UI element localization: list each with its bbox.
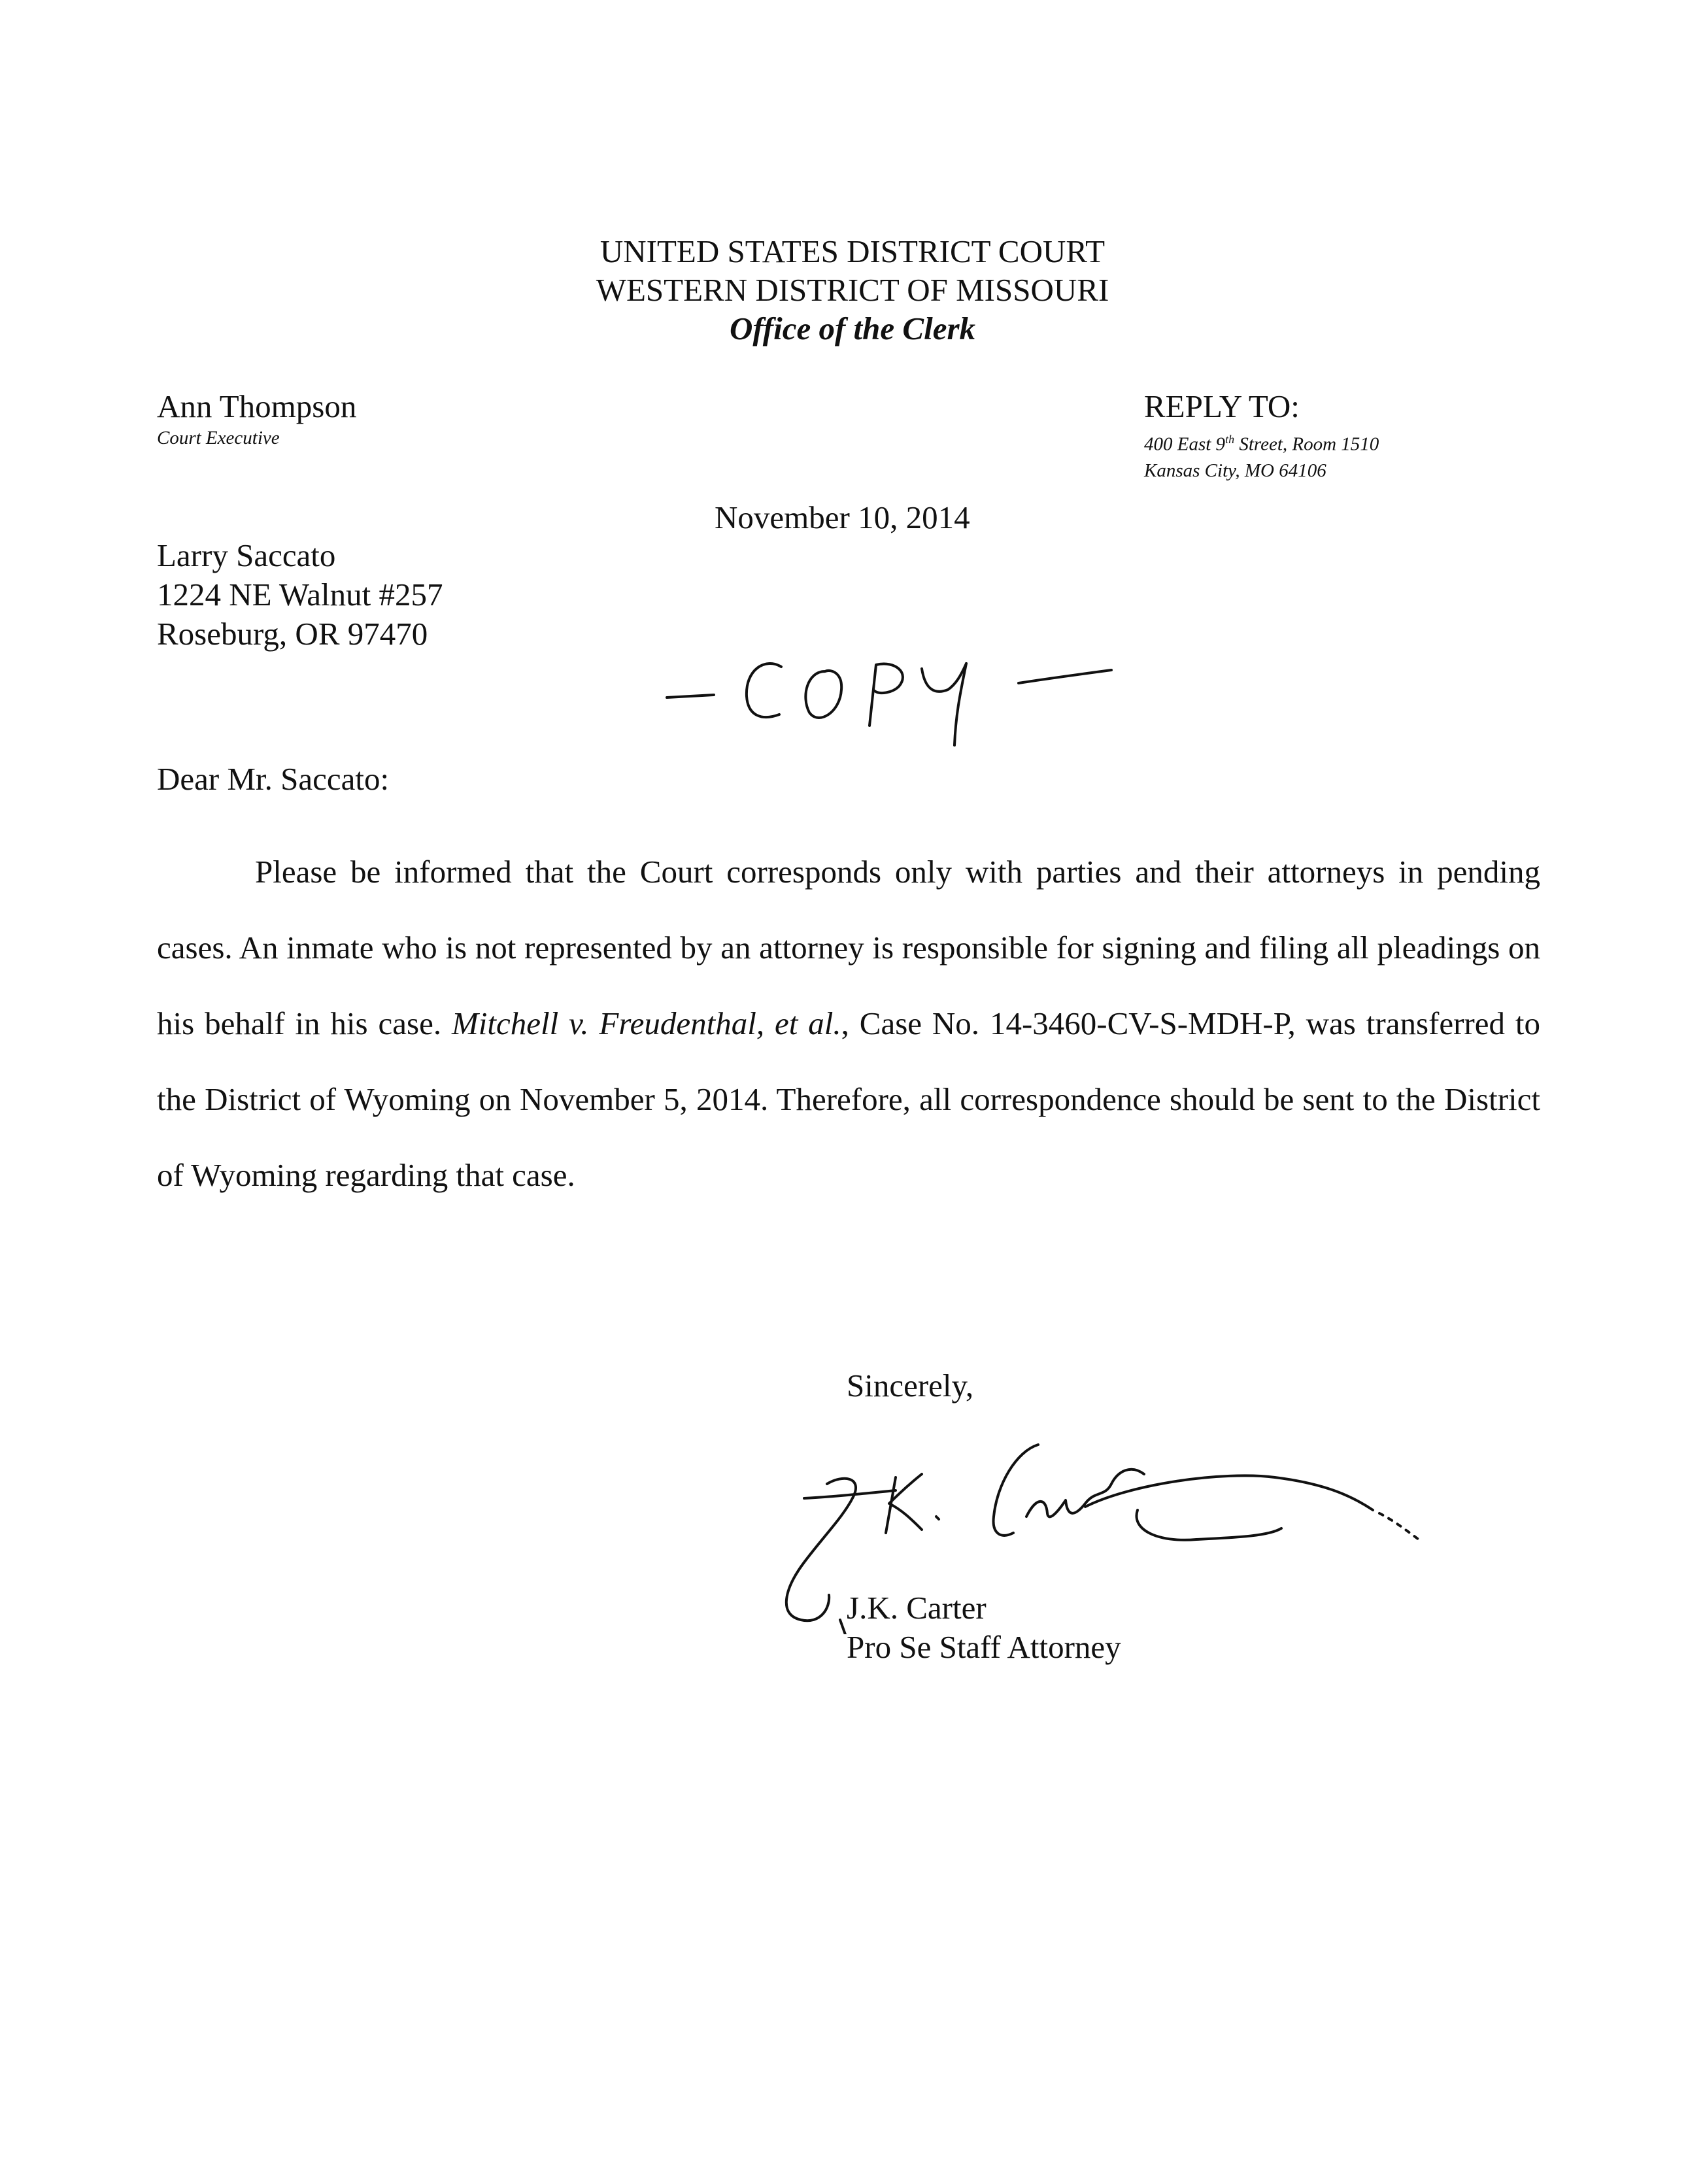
body-part-1: Please be informed that the Court corresponds only with parties and their attorneys in pending cases. An inmate who is not represented by an attorney is responsible for signing and filing all pleadings on his behalf in his case. <box>157 854 1540 1041</box>
recipient-block <box>157 536 443 654</box>
street-number: 400 East 9 <box>1144 433 1226 455</box>
recipient-address-line-2: Roseburg, OR 97470 <box>157 616 428 652</box>
street-suffix: th <box>1225 433 1235 446</box>
closing: Sincerely, <box>847 1368 974 1403</box>
street-rest: Street, Room 1510 <box>1234 433 1379 455</box>
signer-block <box>847 1588 1121 1667</box>
executive-title: Court Executive <box>157 428 280 448</box>
copy-mark-drawing <box>654 644 1124 755</box>
recipient-name: Larry Saccato <box>157 537 336 573</box>
recipient-address-line-1: 1224 NE Walnut #257 <box>157 577 443 613</box>
reply-to-label: REPLY TO: <box>1144 388 1300 424</box>
reply-to-block <box>1144 387 1379 484</box>
signer-title: Pro Se Staff Attorney <box>847 1629 1121 1665</box>
body-part-2: , Case No. 14-3460-CV-S-MDH-P, was transferred to the District of Wyoming on November 5, 2014. Therefore, all correspondence should be sent to the District of Wyoming regarding that case. <box>157 1005 1540 1193</box>
office-name: Office of the Clerk <box>729 311 976 346</box>
letter-date: November 10, 2014 <box>715 499 970 535</box>
executive-name: Ann Thompson <box>157 388 357 424</box>
district-name: WESTERN DISTRICT OF MISSOURI <box>596 272 1109 308</box>
signer-name: J.K. Carter <box>847 1590 987 1626</box>
letterhead <box>0 232 1705 348</box>
handwritten-copy-mark <box>654 644 1124 758</box>
reply-to-street <box>1144 426 1379 458</box>
court-name: UNITED STATES DISTRICT COURT <box>599 233 1106 269</box>
reply-to-city: Kansas City, MO 64106 <box>1144 460 1326 481</box>
salutation: Dear Mr. Saccato: <box>157 761 390 797</box>
body-paragraph <box>157 834 1540 1213</box>
case-name: Mitchell v. Freudenthal, et al. <box>451 1005 841 1041</box>
executive-block <box>157 387 356 450</box>
